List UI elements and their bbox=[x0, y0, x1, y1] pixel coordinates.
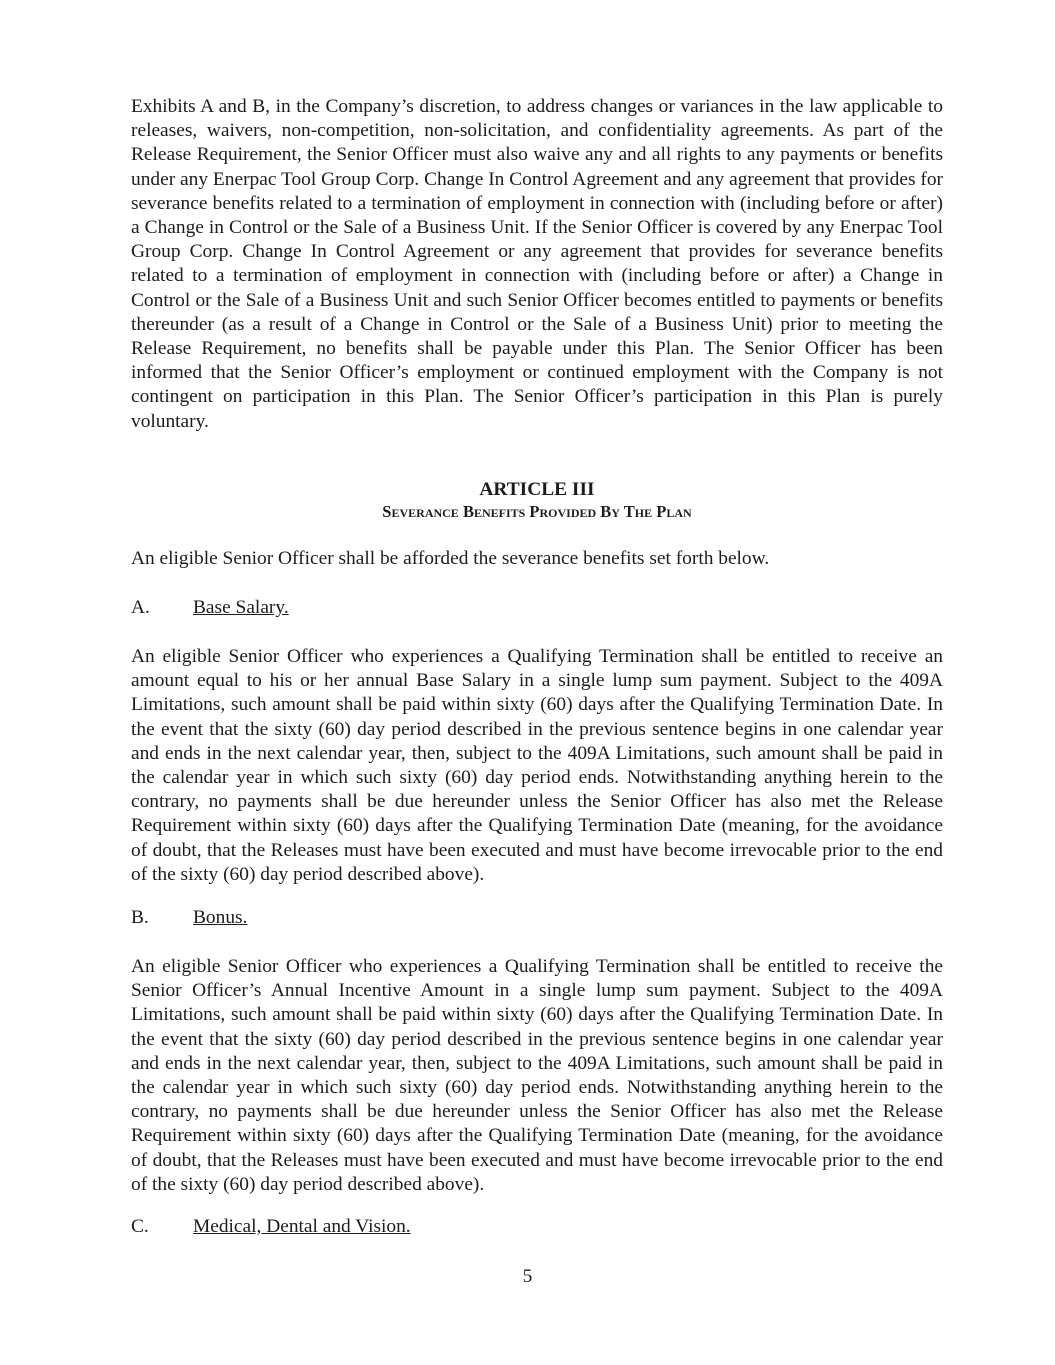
page-number: 5 bbox=[522, 1266, 533, 1287]
section-body-base-salary: An eligible Senior Officer who experiences a Qualifying Termination shall be entitled to receive an amount equal to his or her annual Base Salary in a single lump sum payment. Subject to the 409A Limitations, such amount shall be paid within sixty (60) days after the Qualifying Termination Date. In the event that the sixty (60) day period described in the previous sentence begins in one calendar year and ends in the next calendar year, then, subject to the 409A Limitations, such amount shall be paid in the calendar year in which such sixty (60) day period ends. Notwithstanding anything herein to the contrary, no payments shall be due hereunder unless the Senior Officer has also met the Release Requirement within sixty (60) days after the Qualifying Termination Date (meaning, for the avoidance of doubt, that the Releases must have been executed and must have become irrevocable prior to the end of the sixty (60) day period described above). bbox=[131, 646, 943, 885]
article-subheading: Severance Benefits Provided By The Plan bbox=[382, 502, 692, 521]
section-letter: C. bbox=[131, 1216, 149, 1237]
section-heading-base-salary bbox=[131, 596, 289, 620]
article-heading: ARTICLE III bbox=[479, 479, 595, 500]
section-letter: A. bbox=[131, 597, 150, 618]
section-heading-bonus bbox=[131, 906, 247, 930]
section-body-bonus: An eligible Senior Officer who experiences a Qualifying Termination shall be entitled to receive the Senior Officer’s Annual Incentive Amount in a single lump sum payment. Subject to the 409A Limitations, such amount shall be paid within sixty (60) days after the Qualifying Termination Date. In the event that the sixty (60) day period described in the previous sentence begins in one calendar year and ends in the next calendar year, then, subject to the 409A Limitations, such amount shall be paid in the calendar year in which such sixty (60) day period ends. Notwithstanding anything herein to the contrary, no payments shall be due hereunder unless the Senior Officer has also met the Release Requirement within sixty (60) days after the Qualifying Termination Date (meaning, for the avoidance of doubt, that the Releases must have been executed and must have become irrevocable prior to the end of the sixty (60) day period described above). bbox=[131, 956, 943, 1195]
section-heading-medical-dental-vision bbox=[131, 1215, 411, 1239]
eligible-paragraph: An eligible Senior Officer shall be afforded the severance benefits set forth below. bbox=[131, 548, 770, 569]
section-title: Base Salary. bbox=[193, 597, 289, 618]
section-title: Bonus. bbox=[193, 907, 248, 928]
intro-paragraph: Exhibits A and B, in the Company’s discretion, to address changes or variances in the law applicable to releases, waivers, non-competition, non-solicitation, and confidentiality agreements. As part of the Release Requirement, the Senior Officer must also waive any and all rights to any payments or benefits under any Enerpac Tool Group Corp. Change In Control Agreement and any agreement that provides for severance benefits related to a termination of employment in connection with (including before or after) a Change in Control or the Sale of a Business Unit. If the Senior Officer is covered by any Enerpac Tool Group Corp. Change In Control Agreement or any agreement that provides for severance benefits related to a termination of employment in connection with (including before or after) a Change in Control or the Sale of a Business Unit and such Senior Officer becomes entitled to payments or benefits thereunder (as a result of a Change in Control or the Sale of a Business Unit) prior to meeting the Release Requirement, no benefits shall be payable under this Plan. The Senior Officer has been informed that the Senior Officer’s employment or continued employment with the Company is not contingent on participation in this Plan. The Senior Officer’s participation in this Plan is purely voluntary. bbox=[131, 96, 943, 432]
section-letter: B. bbox=[131, 907, 149, 928]
section-title: Medical, Dental and Vision. bbox=[193, 1216, 411, 1237]
